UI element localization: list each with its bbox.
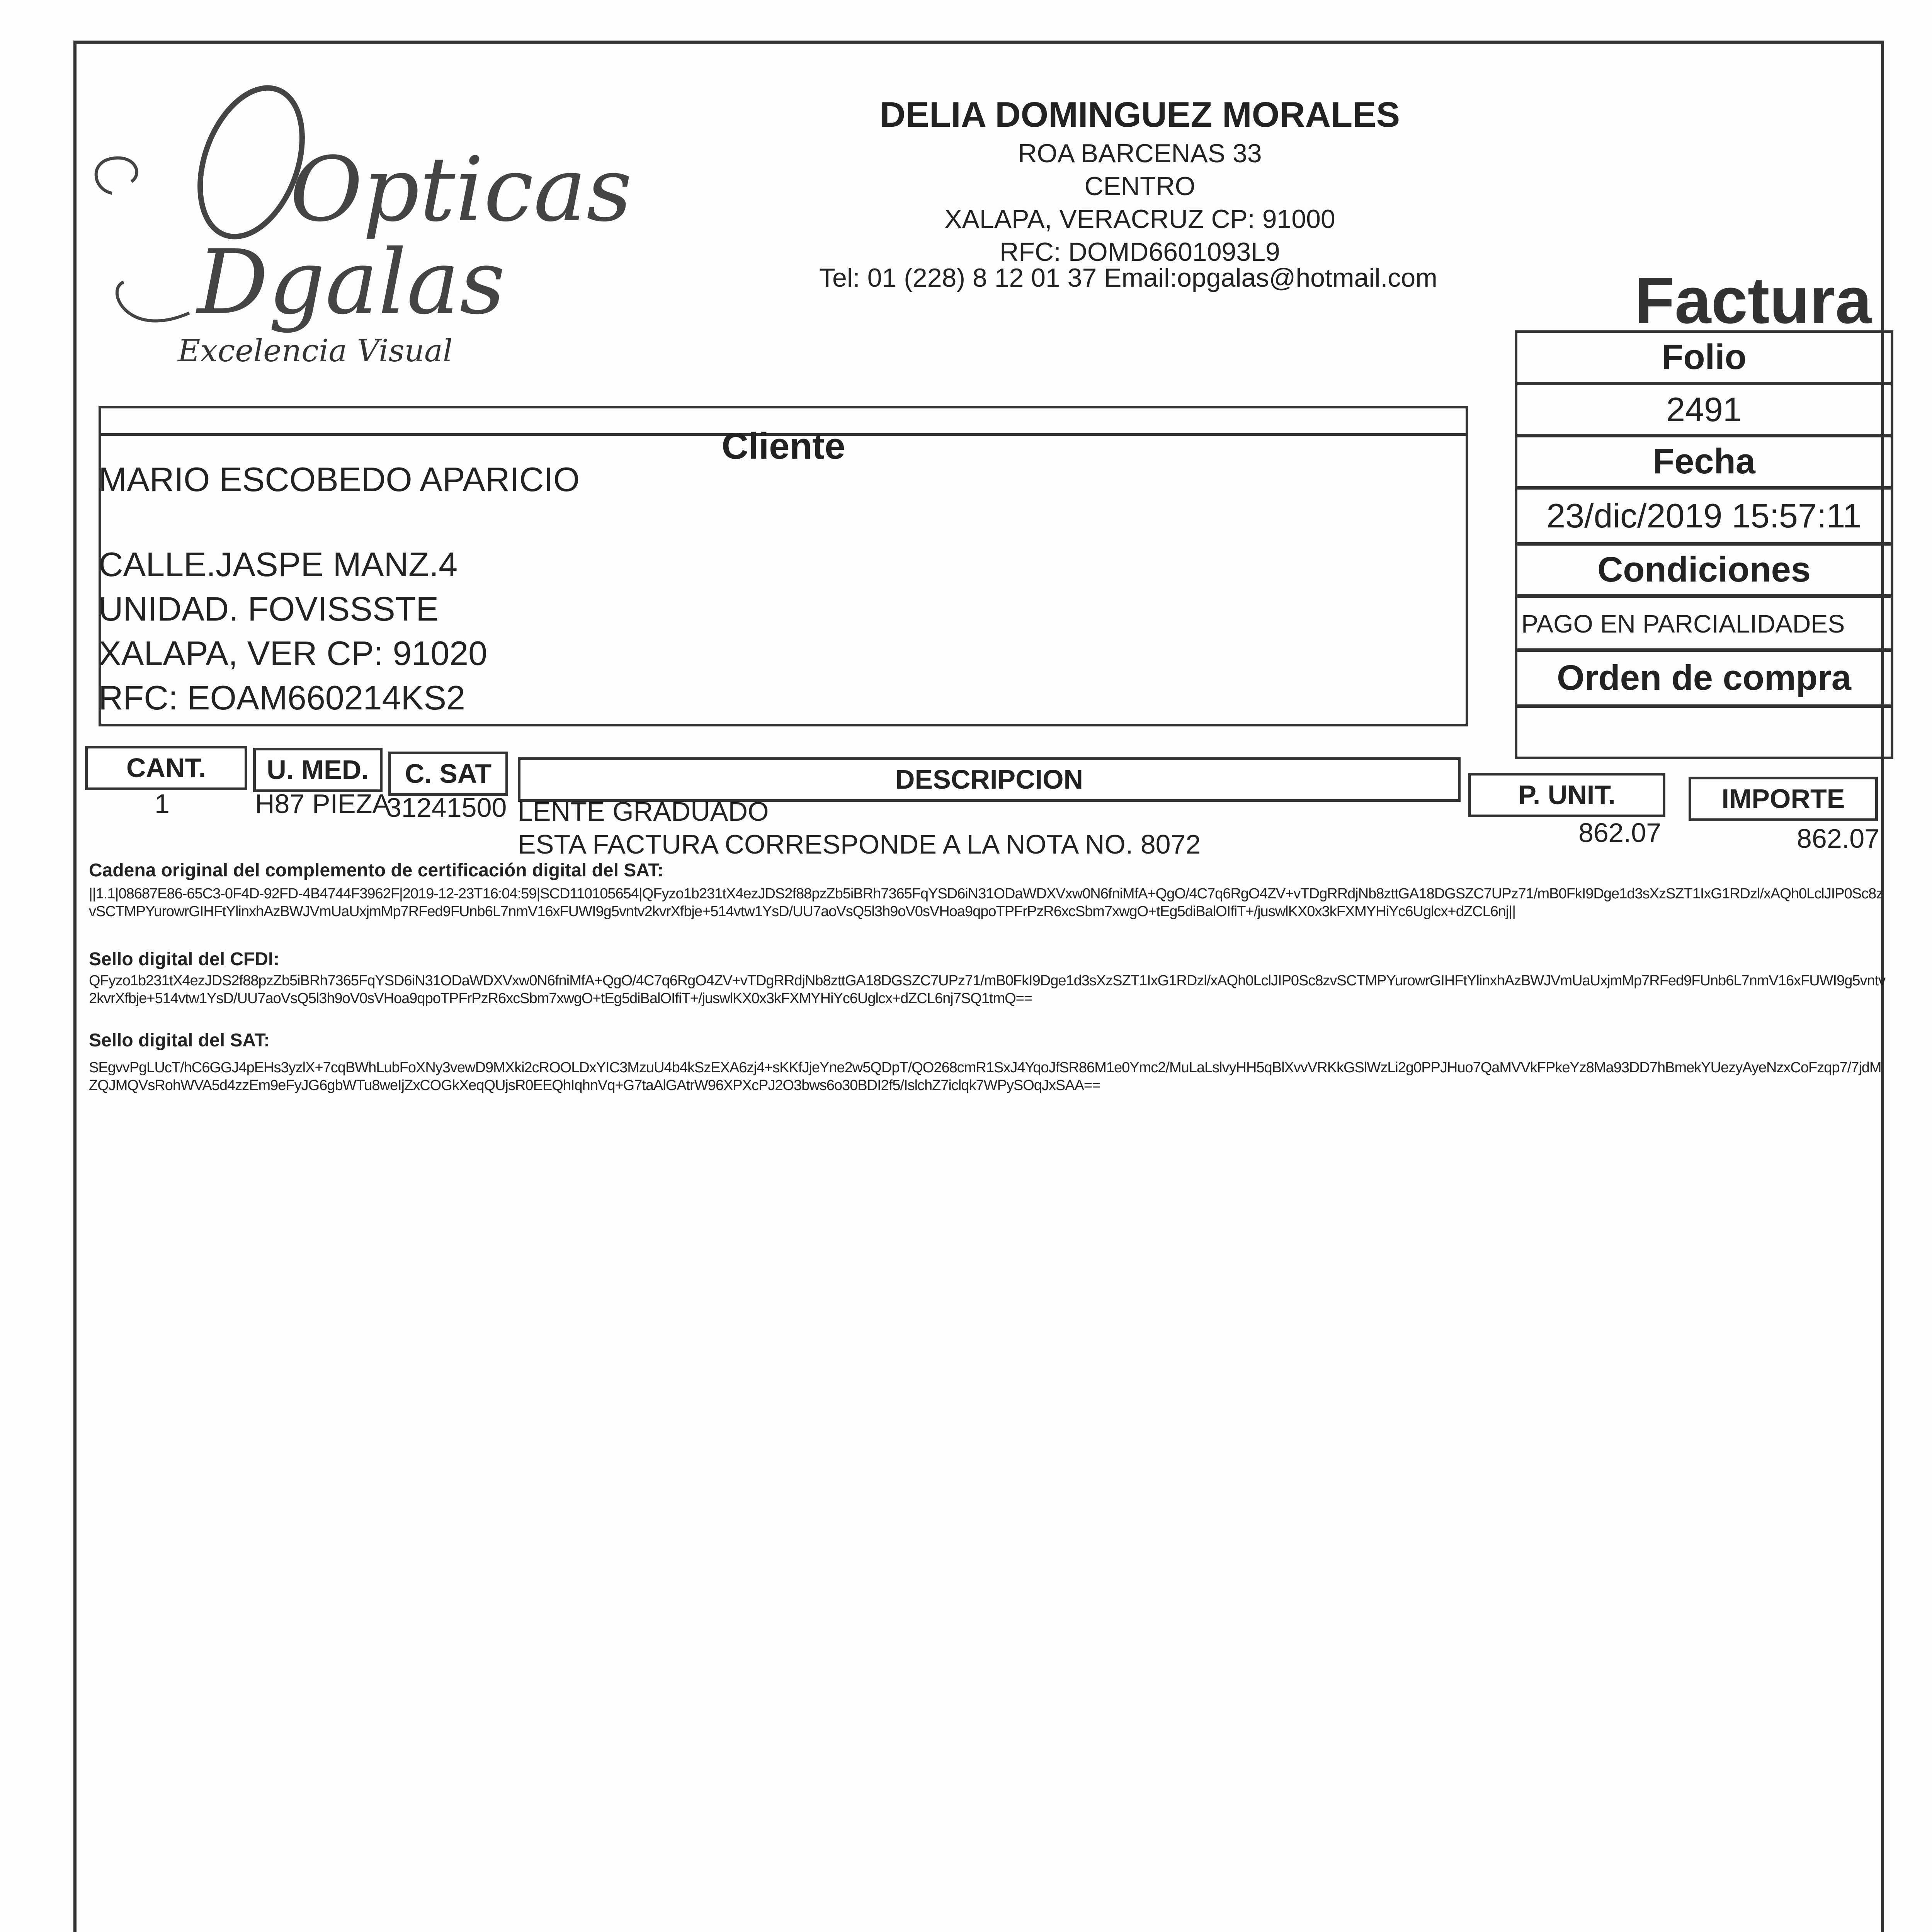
sello-sat-label: Sello digital del SAT: bbox=[89, 1030, 270, 1051]
col-header-csat: C. SAT bbox=[388, 752, 508, 796]
orden-value bbox=[1515, 705, 1893, 759]
folio-value: 2491 bbox=[1515, 383, 1893, 437]
cadena-label: Cadena original del complemento de certificación digital del SAT: bbox=[89, 860, 664, 881]
row-umed: H87 PIEZA bbox=[255, 789, 391, 819]
sello-sat-text: SEgvvPgLUcT/hC6GGJ4pEHs3yzlX+7cqBWhLubFoXNy3vewD9MXki2cROOLDxYIC3MzuU4b4kSzEXA6zj4+sKKfJjeYne2w5QDpT/QO268cmR1SxJ4YqoJfSR86M1e0Ymc2/MuLaLslvyHH5qBlXvvVRKkGSlWzLi2g0PPJHuo7QaMVVkFPkeYz8Ma93DD7hBmekYUezyAyeNzxCoFzqp7/7jdMZQJMQVsRohWVA5d4zzEm9eFyJG6gbWTu8weIjZxCOGkXeqQUjsR0EEQhIqhnVq+G7taAlGAtrW96XPXcPJ2O3bws6o30BDI2f5/IslchZ7iclqk7WPySOqJxSAA== bbox=[89, 1060, 1881, 1094]
fecha-label: Fecha bbox=[1515, 435, 1893, 489]
client-name: MARIO ESCOBEDO APARICIO bbox=[99, 460, 580, 498]
opticas-dgalas-logo bbox=[89, 73, 638, 375]
company-city: XALAPA, VERACRUZ CP: 91000 bbox=[944, 204, 1335, 234]
client-unit: UNIDAD. FOVISSSTE bbox=[99, 590, 439, 628]
logo-line2: Dgalas bbox=[197, 231, 505, 334]
logo-line1: Opticas bbox=[290, 138, 632, 242]
company-address2: CENTRO bbox=[1084, 172, 1196, 201]
client-city: XALAPA, VER CP: 91020 bbox=[99, 634, 488, 672]
col-header-cant: CANT. bbox=[85, 746, 247, 790]
col-header-punit: P. UNIT. bbox=[1468, 773, 1665, 817]
col-header-umed: U. MED. bbox=[253, 748, 383, 792]
cadena-text: ||1.1|08687E86-65C3-0F4D-92FD-4B4744F3962F|2019-12-23T16:04:59|SCD110105654|QFyzo1b231tX4ezJDS2f88pzZb5iBRh7365FqYSD6iN31ODaWDXVxw0N6fniMfA+QgO/4C7q6RgO4ZV+vTDgRRdjNb8zttGA18DGSZC7UPz71/mB0FkI9Dge1d3sXzSZT1IxG1RDzl/xAQh0LclJIP0Sc8zvSCTMPYurowrGIHFtYlinxhAzBWJVmUaUxjmMp7RFed9FUnb6L7nmV16xFUWI9g5vntv2kvrXfbje+514vtw1YsD/UU7aoVsQ5l3h9oV0sVHoa9qpoTPFrPzR6xcSbm7xwgO+tEg5diBalOIfiT+/juswlKX0x3kFXMYHiYc6Uglcx+dZCL6nj|| bbox=[89, 886, 1883, 920]
company-name: DELIA DOMINGUEZ MORALES bbox=[880, 95, 1400, 134]
company-address1: ROA BARCENAS 33 bbox=[1018, 139, 1262, 168]
row-cant: 1 bbox=[155, 789, 170, 819]
orden-label: Orden de compra bbox=[1515, 649, 1893, 707]
company-contact: Tel: 01 (228) 8 12 01 37 Email:opgalas@hotmail.com bbox=[819, 263, 1437, 293]
company-header bbox=[811, 93, 1468, 269]
row-descripcion: LENTE GRADUADO bbox=[518, 796, 769, 827]
client-label: Cliente bbox=[721, 425, 845, 467]
sello-cfdi-label: Sello digital del CFDI: bbox=[89, 949, 280, 969]
sello-cfdi-text: QFyzo1b231tX4ezJDS2f88pzZb5iBRh7365FqYSD6iN31ODaWDXVxw0N6fniMfA+QgO/4C7q6RgO4ZV+vTDgRRdjNb8zttGA18DGSZC7UPz71/mB0FkI9Dge1d3sXzSZT1IxG1RDzl/xAQh0LclJIP0Sc8zvSCTMPYurowrGIHFtYlinxhAzBWJVmUaUxjmMp7RFed9FUnb6L7nmV16xFUWI9g5vntv2kvrXfbje+514vtw1YsD/UU7aoVsQ5l3h9oV0sVHoa9qpoTPFrPzR6xcSbm7xwgO+tEg5diBalOIfiT+/juswlKX0x3kFXMYHiYc6Uglcx+dZCL6nj7SQ1tmQ== bbox=[89, 973, 1886, 1007]
row-descripcion-note: ESTA FACTURA CORRESPONDE A LA NOTA NO. 8072 bbox=[518, 829, 1201, 859]
col-header-descripcion: DESCRIPCION bbox=[518, 757, 1461, 802]
row-csat: 31241500 bbox=[386, 793, 507, 823]
folio-label: Folio bbox=[1515, 330, 1893, 384]
client-street: CALLE.JASPE MANZ.4 bbox=[99, 545, 458, 583]
logo-tagline: Excelencia Visual bbox=[178, 333, 453, 369]
condiciones-label: Condiciones bbox=[1515, 543, 1893, 597]
condiciones-value: PAGO EN PARCIALIDADES bbox=[1515, 595, 1893, 651]
row-punit: 862.07 bbox=[1578, 818, 1662, 848]
col-header-importe: IMPORTE bbox=[1689, 777, 1878, 821]
fecha-value: 23/dic/2019 15:57:11 bbox=[1515, 487, 1893, 545]
client-rfc: RFC: EOAM660214KS2 bbox=[99, 679, 465, 717]
row-importe: 862.07 bbox=[1797, 823, 1880, 854]
invoice-title: Factura bbox=[1634, 264, 1872, 337]
company-rfc: RFC: DOMD6601093L9 bbox=[1000, 237, 1280, 267]
